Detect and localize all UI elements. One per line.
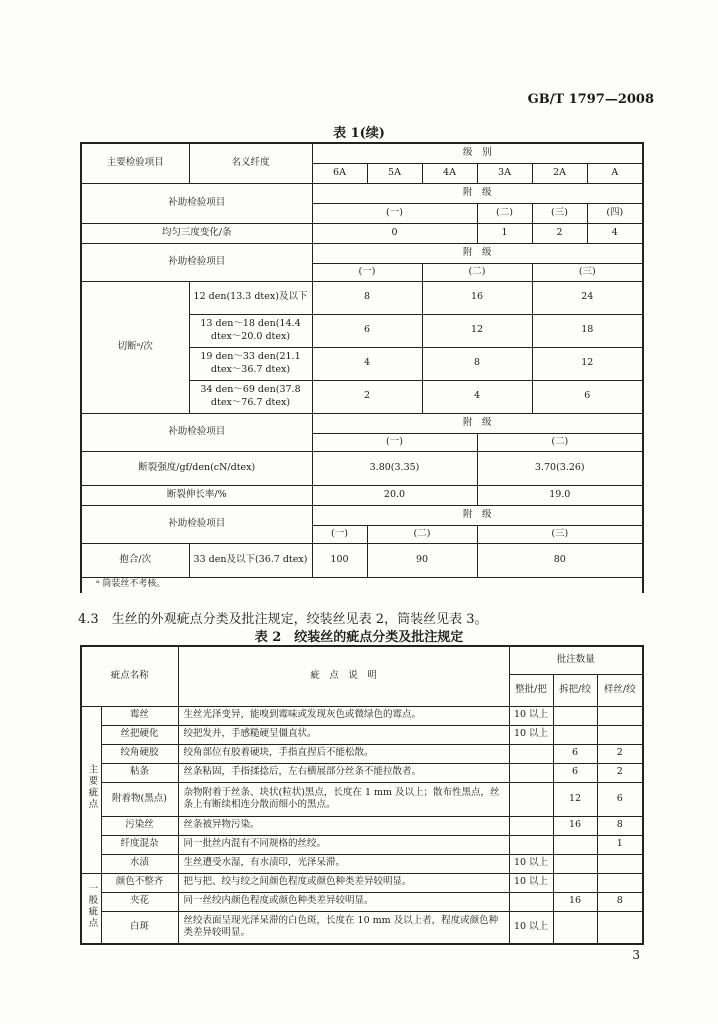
- table2-header-row: [81, 646, 643, 674]
- fu-grade-label: 附 级: [312, 413, 643, 433]
- defect-name: 夹花: [101, 892, 178, 911]
- aux-items-label: 补助检验项目: [81, 413, 312, 451]
- aux-items-label: 补助检验项目: [81, 505, 312, 543]
- defect-name: 霉丝: [101, 706, 178, 725]
- table-row: [81, 451, 643, 485]
- fu-level-label: (三): [532, 263, 643, 281]
- defect-desc: 生丝光泽变异，能嗅到霉味或发现灰色或微绿色的霉点。: [178, 706, 509, 725]
- value-cell: 12: [532, 347, 643, 380]
- defect-name: 丝把硬化: [101, 725, 178, 744]
- fu-level-label: (四): [587, 203, 643, 223]
- count-cell: [509, 744, 553, 763]
- col-defect-desc: 疵 点 说 明: [178, 646, 509, 706]
- grade-cell: 6A: [312, 163, 367, 183]
- count-cell: [597, 911, 643, 944]
- defect-desc: 丝绞表面呈现光泽呆滞的白色斑，长度在 10 mm 及以上者，程度或颜色种类差异较明显。: [178, 911, 509, 944]
- col-defect-name: 疵点名称: [81, 646, 178, 706]
- row-name: 断裂伸长率/%: [81, 485, 312, 505]
- table1-caption: 表 1(续): [333, 126, 385, 141]
- value-cell: 4: [422, 380, 532, 413]
- count-cell: [509, 763, 553, 782]
- table-row: [81, 892, 643, 911]
- value-cell: 24: [532, 281, 643, 314]
- count-cell: 10 以上: [509, 706, 553, 725]
- count-cell: [509, 835, 553, 854]
- defect-desc: 绞把发并，手感糙硬呈僵直状。: [178, 725, 509, 744]
- clause-4-3: 4.3 生丝的外观疵点分类及批注规定，绞装丝见表 2，筒装丝见表 3。: [78, 612, 488, 627]
- defect-name: 水渍: [101, 854, 178, 873]
- grade-cell: 5A: [367, 163, 422, 183]
- defect-desc: 生丝遭受水湿，有水渍印，光泽呆滞。: [178, 854, 509, 873]
- col-nominal-denier: 名义纤度: [189, 143, 312, 183]
- table-row: [81, 706, 643, 725]
- value-cell: 3.70(3.26): [477, 451, 643, 485]
- count-cell: 16: [553, 892, 597, 911]
- defect-name: 颜色不整齐: [101, 873, 178, 892]
- fu-level-label: (二): [367, 525, 477, 543]
- count-cell: 10 以上: [509, 873, 553, 892]
- denier-cell: 12 den(13.3 dtex)及以下: [189, 281, 312, 314]
- count-cell: [597, 873, 643, 892]
- value-cell: 2: [532, 223, 587, 243]
- count-cell: 12: [553, 782, 597, 816]
- grade-cell: 4A: [422, 163, 477, 183]
- value-cell: 80: [477, 543, 643, 577]
- page-number: 3: [632, 948, 640, 962]
- defect-name: 污染丝: [101, 816, 178, 835]
- count-cell: 2: [597, 744, 643, 763]
- table1: [80, 142, 644, 593]
- count-cell: [509, 782, 553, 816]
- aux-items-label: 补助检验项目: [81, 183, 312, 223]
- value-cell: 8: [422, 347, 532, 380]
- count-cell: 6: [597, 782, 643, 816]
- value-cell: 6: [532, 380, 643, 413]
- denier-cell: 19 den～33 den(21.1 dtex～36.7 dtex): [189, 347, 312, 380]
- subcol-cell: 整批/把: [509, 674, 553, 706]
- table-row: [81, 223, 643, 243]
- defect-desc: 同一丝绞内颜色程度或颜色种类差异较明显。: [178, 892, 509, 911]
- denier-cell: 33 den及以下(36.7 dtex): [189, 543, 312, 577]
- fu-level-label: (一): [312, 263, 422, 281]
- table1-footnote: ᵃ 筒装丝不考核。: [81, 577, 643, 593]
- value-cell: 12: [422, 314, 532, 347]
- count-cell: [509, 892, 553, 911]
- aux-items-label: 补助检验项目: [81, 243, 312, 281]
- value-cell: 16: [422, 281, 532, 314]
- value-cell: 4: [587, 223, 643, 243]
- count-cell: [553, 873, 597, 892]
- table-row: [81, 763, 643, 782]
- table-row: [81, 281, 643, 314]
- defect-desc: 绞角部位有胶着硬块，手指直捏后不能松散。: [178, 744, 509, 763]
- table-row: [81, 835, 643, 854]
- value-cell: 100: [312, 543, 367, 577]
- count-cell: [553, 835, 597, 854]
- row-name: 断裂强度/gf/den(cN/dtex): [81, 451, 312, 485]
- count-cell: 6: [553, 744, 597, 763]
- count-cell: 1: [597, 835, 643, 854]
- defect-desc: 丝条被异物污染。: [178, 816, 509, 835]
- defect-desc: 把与把、绞与绞之间颜色程度或颜色种类差异较明显。: [178, 873, 509, 892]
- count-cell: [597, 706, 643, 725]
- value-cell: 6: [312, 314, 422, 347]
- count-cell: 16: [553, 816, 597, 835]
- value-cell: 90: [367, 543, 477, 577]
- value-cell: 18: [532, 314, 643, 347]
- row-name: 抱合/次: [81, 543, 189, 577]
- count-cell: 6: [553, 763, 597, 782]
- count-cell: 2: [597, 763, 643, 782]
- table-row: [81, 485, 643, 505]
- col-grade: 级 别: [312, 143, 643, 163]
- count-cell: 8: [597, 816, 643, 835]
- defect-name: 粘条: [101, 763, 178, 782]
- count-cell: [597, 725, 643, 744]
- table-row: [81, 782, 643, 816]
- table-row: [81, 816, 643, 835]
- subcol-cell: 拆把/绞: [553, 674, 597, 706]
- denier-cell: 34 den～69 den(37.8 dtex～76.7 dtex): [189, 380, 312, 413]
- value-cell: 20.0: [312, 485, 477, 505]
- fu-level-label: (三): [532, 203, 587, 223]
- count-cell: [553, 854, 597, 873]
- count-cell: [553, 725, 597, 744]
- count-cell: [509, 816, 553, 835]
- table-row: [81, 725, 643, 744]
- count-cell: [553, 911, 597, 944]
- value-cell: 19.0: [477, 485, 643, 505]
- count-cell: [553, 706, 597, 725]
- count-cell: [597, 854, 643, 873]
- grade-cell: 3A: [477, 163, 532, 183]
- fu-grade-label: 附 级: [312, 505, 643, 525]
- fu-level-label: (二): [477, 203, 532, 223]
- fu-grade-label: 附 级: [312, 243, 643, 263]
- col-main-items: 主要检验项目: [81, 143, 189, 183]
- count-cell: 8: [597, 892, 643, 911]
- count-cell: 10 以上: [509, 725, 553, 744]
- fu-level-label: (一): [312, 433, 477, 451]
- value-cell: 4: [312, 347, 422, 380]
- fu-level-label: (一): [312, 525, 367, 543]
- defect-name: 绞角硬胶: [101, 744, 178, 763]
- col-annotation-count: 批注数量: [509, 646, 643, 674]
- fu-level-label: (二): [422, 263, 532, 281]
- defect-desc: 丝条粘固，手指揉捻后，左右横展部分丝条不能拉散者。: [178, 763, 509, 782]
- grade-cell: A: [587, 163, 643, 183]
- defect-name: 白斑: [101, 911, 178, 944]
- table2-caption: 表 2 绞装丝的疵点分类及批注规定: [254, 630, 464, 645]
- table-row: [81, 543, 643, 577]
- fu-level-label: (一): [312, 203, 477, 223]
- value-cell: 8: [312, 281, 422, 314]
- value-cell: 0: [312, 223, 477, 243]
- fu-level-label: (三): [477, 525, 643, 543]
- count-cell: 10 以上: [509, 911, 553, 944]
- defect-name: 附着物(黑点): [101, 782, 178, 816]
- count-cell: 10 以上: [509, 854, 553, 873]
- fu-level-label: (二): [477, 433, 643, 451]
- value-cell: 1: [477, 223, 532, 243]
- table-row: [81, 873, 643, 892]
- group-general-defects: 一般疵点: [81, 873, 101, 944]
- subcol-cell: 样丝/绞: [597, 674, 643, 706]
- defect-desc: 同一批丝内混有不同规格的丝绞。: [178, 835, 509, 854]
- table-row: [81, 911, 643, 944]
- value-cell: 3.80(3.35): [312, 451, 477, 485]
- row-name: 均匀三度变化/条: [81, 223, 312, 243]
- row-name: 切断ᵃ/次: [81, 281, 189, 413]
- standard-number: GB/T 1797—2008: [527, 92, 654, 107]
- value-cell: 2: [312, 380, 422, 413]
- group-main-defects: 主要疵点: [81, 706, 101, 873]
- denier-cell: 13 den～18 den(14.4 dtex～20.0 dtex): [189, 314, 312, 347]
- fu-grade-label: 附 级: [312, 183, 643, 203]
- table2: [80, 645, 644, 945]
- defect-name: 纤度混杂: [101, 835, 178, 854]
- grade-cell: 2A: [532, 163, 587, 183]
- table-row: [81, 854, 643, 873]
- table1-header-row: [81, 143, 643, 163]
- table-row: [81, 744, 643, 763]
- defect-desc: 杂物附着于丝条、块状(粒状)黑点，长度在 1 mm 及以上；散布性黑点，丝条上有断续相连分散而细小的黑点。: [178, 782, 509, 816]
